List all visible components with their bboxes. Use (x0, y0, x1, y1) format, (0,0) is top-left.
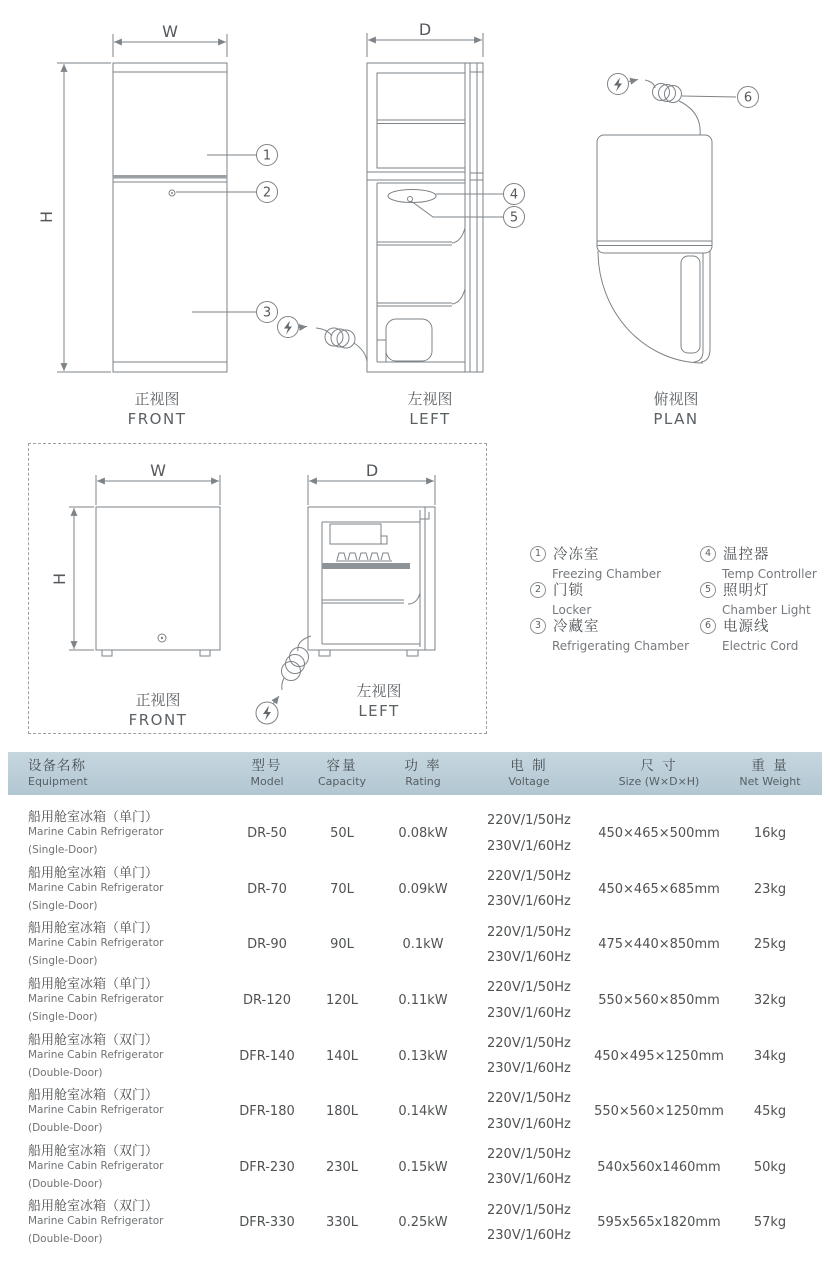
col-size: 尺 寸 Size (W×D×H) (618, 758, 700, 788)
cell-size: 595x565x1820mm (597, 1215, 721, 1231)
cell-model: DR-70 (247, 881, 287, 897)
svg-text:2: 2 (262, 185, 272, 201)
cell-voltage: 220V/1/50Hz 230V/1/60Hz (487, 1147, 571, 1188)
svg-text:3: 3 (262, 305, 272, 321)
cell-rating: 0.1kW (402, 937, 444, 953)
chamber-light-lamp (388, 190, 436, 203)
door-lock-icon (169, 190, 175, 196)
cell-model: DR-90 (247, 937, 287, 953)
front-view-label: 正视图 FRONT (127, 390, 187, 428)
table-row-dfr330: 船用舱室冰箱（双门） Marine Cabin Refrigerator (Double-Door) DFR-330 330L 0.25kW 220V/1/50Hz 230V/1/60Hz 595x565x1820mm 57kg (8, 1195, 806, 1251)
cell-size: 475×440×850mm (598, 937, 720, 953)
col-capacity: 容量 Capacity (317, 758, 367, 788)
table-row-dr90: 船用舱室冰箱（单门） Marine Cabin Refrigerator (Single-Door) DR-90 90L 0.1kW 220V/1/50Hz 230V/1/60Hz 475×440×850mm 25kg (8, 917, 806, 973)
cell-weight: 50kg (753, 1159, 787, 1175)
cell-voltage: 220V/1/50Hz 230V/1/60Hz (487, 924, 571, 965)
legend-item-chamber-light: 5 照明灯 Chamber Light (700, 579, 811, 617)
cell-rating: 0.13kW (398, 1048, 448, 1064)
electric-cord-coil (316, 328, 367, 362)
cell-capacity: 230L (325, 1159, 359, 1175)
inset-left-label: 左视图 LEFT (356, 682, 402, 720)
open-door (681, 251, 710, 362)
cell-model: DFR-180 (239, 1104, 295, 1120)
cell-voltage: 220V/1/50Hz 230V/1/60Hz (487, 869, 571, 910)
cell-size: 540x560x1460mm (597, 1159, 721, 1175)
legend-num-5: 5 (700, 582, 716, 598)
cell-weight: 23kg (753, 881, 787, 897)
legend-item-electric-cord: 6 电源线 Electric Cord (700, 615, 798, 653)
inset-left-drawing (308, 475, 435, 656)
cell-rating: 0.15kW (398, 1159, 448, 1175)
dim-d-inset: D (365, 461, 379, 480)
cell-rating: 0.14kW (398, 1104, 448, 1120)
cell-capacity: 120L (325, 993, 359, 1009)
legend-num-3: 3 (530, 618, 546, 634)
cell-model: DR-120 (242, 993, 292, 1009)
callout-6 (682, 87, 759, 108)
legend-num-6: 6 (700, 618, 716, 634)
cell-weight: 25kg (753, 937, 787, 953)
legend-num-4: 4 (700, 546, 716, 562)
legend-item-refrigerating-chamber: 3 冷藏室 Refrigerating Chamber (530, 615, 689, 653)
legend-num-2: 2 (530, 582, 546, 598)
left-view-label: 左视图 LEFT (407, 390, 453, 428)
cell-model: DFR-230 (239, 1159, 295, 1175)
power-plug-icon-plan (608, 74, 639, 95)
power-plug-icon (278, 317, 308, 338)
callout-4 (436, 184, 525, 205)
legend-item-temp-controller: 4 温控器 Temp Controller (700, 543, 817, 581)
inset-front-drawing (69, 475, 220, 656)
left-view-drawing (367, 33, 483, 372)
single-door-inset (28, 443, 487, 734)
table-row-dr120: 船用舱室冰箱（单门） Marine Cabin Refrigerator (Single-Door) DR-120 120L 0.11kW 220V/1/50Hz 230V/1/60Hz 550×560×850mm 32kg (8, 973, 806, 1029)
cell-capacity: 140L (325, 1048, 359, 1064)
callout-1 (207, 145, 278, 166)
table-row-dr70: 船用舱室冰箱（单门） Marine Cabin Refrigerator (Single-Door) DR-70 70L 0.09kW 220V/1/50Hz 230V/1/60Hz 450×465×685mm 23kg (8, 862, 806, 918)
door-swing-arc (598, 251, 703, 363)
col-voltage: 电 制 Voltage (508, 758, 550, 788)
inset-power-plug-icon (256, 696, 279, 724)
cell-model: DFR-140 (239, 1048, 295, 1064)
dim-h-front: H (37, 210, 56, 224)
inset-front-label: 正视图 FRONT (128, 691, 188, 729)
cell-rating: 0.09kW (398, 881, 448, 897)
cell-capacity: 50L (330, 826, 354, 842)
front-view-drawing (57, 34, 227, 372)
col-weight: 重 量 Net Weight (739, 758, 801, 788)
dim-w-inset: W (150, 461, 166, 480)
legend-num-1: 1 (530, 546, 546, 562)
callout-5 (411, 201, 525, 228)
cell-size: 450×465×685mm (598, 881, 720, 897)
cell-model: DFR-330 (239, 1215, 295, 1231)
svg-text:5: 5 (509, 210, 519, 226)
svg-text:6: 6 (743, 90, 753, 106)
col-rating: 功 率 Rating (404, 758, 442, 788)
dim-h-inset: H (50, 572, 69, 586)
cell-voltage: 220V/1/50Hz 230V/1/60Hz (487, 813, 571, 854)
table-row-dr50: 船用舱室冰箱（单门） Marine Cabin Refrigerator (Single-Door) DR-50 50L 0.08kW 220V/1/50Hz 230V/1/60Hz 450×465×500mm 16kg (8, 806, 806, 862)
cell-capacity: 180L (325, 1104, 359, 1120)
cell-weight: 34kg (753, 1048, 787, 1064)
cell-size: 450×465×500mm (598, 826, 720, 842)
table-row-dfr180: 船用舱室冰箱（双门） Marine Cabin Refrigerator (Double-Door) DFR-180 180L 0.14kW 220V/1/50Hz 230V/1/60Hz 550×560×1250mm 45kg (8, 1084, 806, 1140)
cell-size: 550×560×850mm (598, 993, 720, 1009)
col-model: 型号 Model (250, 758, 284, 788)
cell-size: 550×560×1250mm (594, 1104, 724, 1120)
cell-weight: 16kg (753, 826, 787, 842)
cell-rating: 0.11kW (398, 993, 448, 1009)
inset-electric-cord-coil (282, 636, 312, 690)
col-equipment: 设备名称 Equipment (28, 758, 88, 788)
cell-weight: 57kg (753, 1215, 787, 1231)
compressor (377, 319, 432, 362)
cell-weight: 32kg (753, 993, 787, 1009)
legend-item-locker: 2 门锁 Locker (530, 579, 591, 617)
spec-table-header (8, 752, 822, 795)
dim-d-left: D (418, 20, 432, 39)
cell-capacity: 90L (330, 937, 354, 953)
cell-voltage: 220V/1/50Hz 230V/1/60Hz (487, 1091, 571, 1132)
table-row-dfr140: 船用舱室冰箱（双门） Marine Cabin Refrigerator (Double-Door) DFR-140 140L 0.13kW 220V/1/50Hz 230V/1/60Hz 450×495×1250mm 34kg (8, 1028, 806, 1084)
cell-size: 450×495×1250mm (594, 1048, 724, 1064)
electric-cord-coil-plan (645, 80, 700, 135)
top-diagram (0, 0, 830, 440)
plan-view-label: 俯视图 PLAN (653, 390, 699, 428)
svg-text:1: 1 (262, 148, 272, 164)
legend-item-freezing-chamber: 1 冷冻室 Freezing Chamber (530, 543, 661, 581)
cell-rating: 0.25kW (398, 1215, 448, 1231)
cell-voltage: 220V/1/50Hz 230V/1/60Hz (487, 1202, 571, 1243)
cell-weight: 45kg (753, 1104, 787, 1120)
cell-voltage: 220V/1/50Hz 230V/1/60Hz (487, 980, 571, 1021)
door-lock-icon (158, 634, 166, 642)
cell-capacity: 330L (325, 1215, 359, 1231)
spec-table-body (8, 806, 822, 1251)
dim-w-front: W (162, 22, 178, 41)
cell-model: DR-50 (247, 826, 287, 842)
svg-text:4: 4 (509, 187, 519, 203)
table-row-dfr230: 船用舱室冰箱（双门） Marine Cabin Refrigerator (Double-Door) DFR-230 230L 0.15kW 220V/1/50Hz 230V/1/60Hz 540x560x1460mm 50kg (8, 1140, 806, 1196)
cell-voltage: 220V/1/50Hz 230V/1/60Hz (487, 1035, 571, 1077)
cell-rating: 0.08kW (398, 826, 448, 842)
cell-capacity: 70L (330, 881, 354, 897)
callout-3 (192, 302, 278, 323)
plan-view-drawing (597, 74, 712, 364)
